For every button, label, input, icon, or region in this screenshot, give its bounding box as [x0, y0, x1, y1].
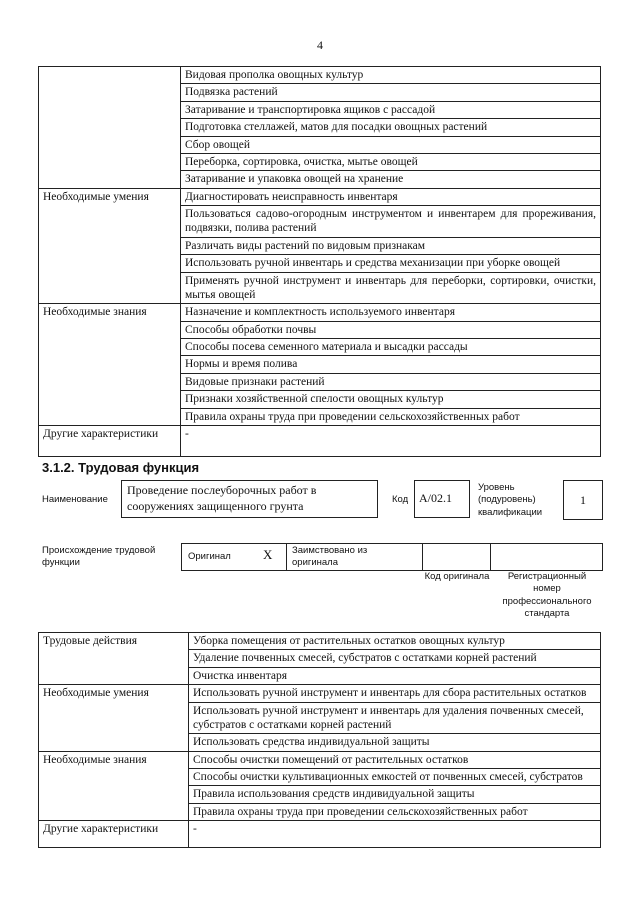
labor-function-table	[38, 632, 601, 848]
reg-number-label: Регистрационный номер профессионального стандарта	[502, 571, 592, 620]
original-label: Оригинал	[188, 551, 231, 562]
knowledge-label: Необходимые знания	[39, 304, 181, 426]
table-row: Использовать ручной инвентарь и средства механизации при уборке овощей	[181, 255, 601, 272]
table-row: Очистка инвентаря	[189, 667, 601, 684]
table-row: Использовать средства индивидуальной защиты	[189, 734, 601, 751]
other-value: -	[181, 425, 601, 456]
table-row: Правила охраны труда при проведении сельскохозяйственных работ	[189, 803, 601, 820]
page-number: 4	[317, 38, 323, 52]
table-row: Использовать ручной инструмент и инвентарь для сбора растительных остатков	[189, 685, 601, 702]
origin-table	[181, 543, 603, 571]
competence-table-continued	[38, 66, 601, 457]
table-row: Уборка помещения от растительных остатков овощных культур	[189, 633, 601, 650]
code-label: Код	[392, 494, 409, 505]
divider	[422, 544, 423, 570]
level-label: Уровень (подуровень) квалификации	[478, 482, 543, 518]
divider	[286, 544, 287, 570]
section-heading: 3.1.2. Трудовая функция	[42, 460, 200, 475]
table-row: Нормы и время полива	[181, 356, 601, 373]
knowledge-label: Необходимые знания	[39, 751, 189, 821]
table-row: Применять ручной инструмент и инвентарь для переборки, сортировки, очистки, мытья овощей	[181, 272, 601, 304]
table-row: Способы очистки помещений от растительных остатков	[189, 751, 601, 768]
code-box: А/02.1	[414, 480, 470, 518]
table-row: Диагностировать неисправность инвентаря	[181, 188, 601, 205]
table-row: Признаки хозяйственной спелости овощных культур	[181, 391, 601, 408]
other-label: Другие характеристики	[39, 821, 189, 848]
other-value: -	[189, 821, 601, 848]
actions-label: Трудовые действия	[39, 633, 189, 685]
table-row: Переборка, сортировка, очистка, мытье овощей	[181, 153, 601, 170]
divider	[490, 544, 491, 570]
table-row: Затаривание и упаковка овощей на хранение	[181, 171, 601, 188]
table-row: Сбор овощей	[181, 136, 601, 153]
table-row: Затаривание и транспортировка ящиков с рассадой	[181, 101, 601, 118]
table-row: Способы очистки культивационных емкостей от почвенных смесей, субстратов	[189, 769, 601, 786]
table-row: Правила использования средств индивидуальной защиты	[189, 786, 601, 803]
borrowed-label: Заимствовано из оригинала	[292, 545, 368, 568]
table-row: Удаление почвенных смесей, субстратов с остатками корней растений	[189, 650, 601, 667]
table-row: Подготовка стеллажей, матов для посадки овощных растений	[181, 119, 601, 136]
table-row: Подвязка растений	[181, 84, 601, 101]
code-of-original-label: Код оригинала	[424, 571, 490, 582]
table-row: Использовать ручной инструмент и инвентарь для удаления почвенных смесей, субстратов с остатками корней растений	[189, 702, 601, 734]
table-row: Способы посева семенного материала и высадки рассады	[181, 339, 601, 356]
table-row: Видовые признаки растений	[181, 373, 601, 390]
function-name-box: Проведение послеуборочных работ в сооружениях защищенного грунта	[121, 480, 378, 518]
original-mark: X	[263, 547, 273, 562]
level-box: 1	[563, 480, 603, 520]
empty-label-cell	[39, 67, 181, 189]
name-label: Наименование	[42, 494, 108, 505]
other-label: Другие характеристики	[39, 425, 181, 456]
table-row: Способы обработки почвы	[181, 321, 601, 338]
table-row: Пользоваться садово-огородным инструментом и инвентарем для прореживания, подвязки, полива растений	[181, 206, 601, 238]
table-row: Видовая прополка овощных культур	[181, 67, 601, 84]
table-row: Различать виды растений по видовым признакам	[181, 237, 601, 254]
table-row: Правила охраны труда при проведении сельскохозяйственных работ	[181, 408, 601, 425]
origin-label: Происхождение трудовой функции	[42, 545, 156, 569]
table-row: Назначение и комплектность используемого инвентаря	[181, 304, 601, 321]
skills-label: Необходимые умения	[39, 188, 181, 304]
skills-label: Необходимые умения	[39, 685, 189, 752]
